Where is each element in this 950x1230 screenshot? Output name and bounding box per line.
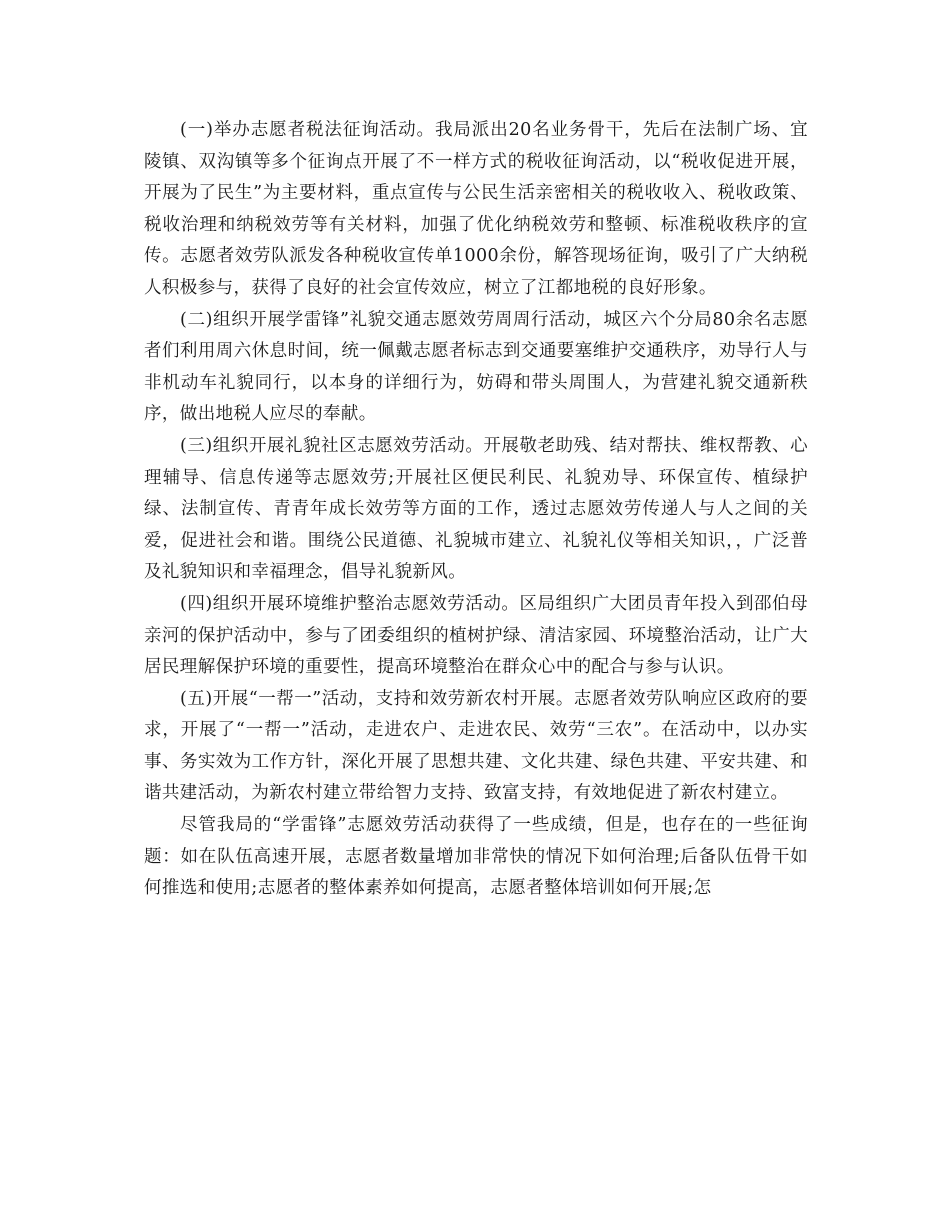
paragraph-civil-traffic: (二)组织开展学雷锋”礼貌交通志愿效劳周周行活动，城区六个分局80余名志愿者们利用周六休息时间，统一佩戴志愿者标志到交通要塞维护交通秩序，劝导行人与非机动车礼貌同行，以本身的详细行为，妨碍和带头周围人，为营建礼貌交通新秩序，做出地税人应尽的奉献。 [144,309,808,425]
paragraph-community-service: (三)组织开展礼貌社区志愿效劳活动。开展敬老助残、结对帮扶、维权帮教、心理辅导、信息传递等志愿效劳;开展社区便民利民、礼貌劝导、环保宣传、植绿护绿、法制宣传、青青年成长效劳等方面的工作，透过志愿效劳传递人与人之间的关爱，促进社会和谐。围绕公民道德、礼貌城市建立、礼貌礼仪等相关知识，，广泛普及礼貌知识和幸福理念，倡导礼貌新风。 [144,435,808,583]
paragraph-environment: (四)组织开展环境维护整治志愿效劳活动。区局组织广大团员青年投入到邵伯母亲河的保护活动中，参与了团委组织的植树护绿、清洁家园、环境整治活动，让广大居民理解保护环境的重要性，提高环境整治在群众心中的配合与参与认识。 [144,593,808,678]
paragraph-problems: 尽管我局的“学雷锋”志愿效劳活动获得了一些成绩，但是，也存在的一些征询题：如在队伍高速开展，志愿者数量增加非常快的情况下如何治理;后备队伍骨干如何推选和使用;志愿者的整体素养如何提高，志愿者整体培训如何开展;怎 [144,815,808,899]
document-body [144,115,808,905]
paragraph-tax-consultation: (一)举办志愿者税法征询活动。我局派出20名业务骨干，先后在法制广场、宜陵镇、双沟镇等多个征询点开展了不一样方式的税收征询活动，以“税收促进开展，开展为了民生”为主要材料，重点宣传与公民生活亲密相关的税收收入、税收政策、税收治理和纳税效劳等有关材料，加强了优化纳税效劳和整顿、标准税收秩序的宣传。志愿者效劳队派发各种税收宣传单1000余份，解答现场征询，吸引了广大纳税人积极参与，获得了良好的社会宣传效应，树立了江都地税的良好形象。 [144,120,808,298]
paragraph-one-help-one: (五)开展“一帮一”活动，支持和效劳新农村开展。志愿者效劳队响应区政府的要求，开展了“一帮一”活动，走进农户、走进农民、效劳“三农”。在活动中，以办实事、务实效为工作方针，深化开展了思想共建、文化共建、绿色共建、平安共建、和谐共建活动，为新农村建立带给智力支持、致富支持，有效地促进了新农村建立。 [144,688,808,804]
